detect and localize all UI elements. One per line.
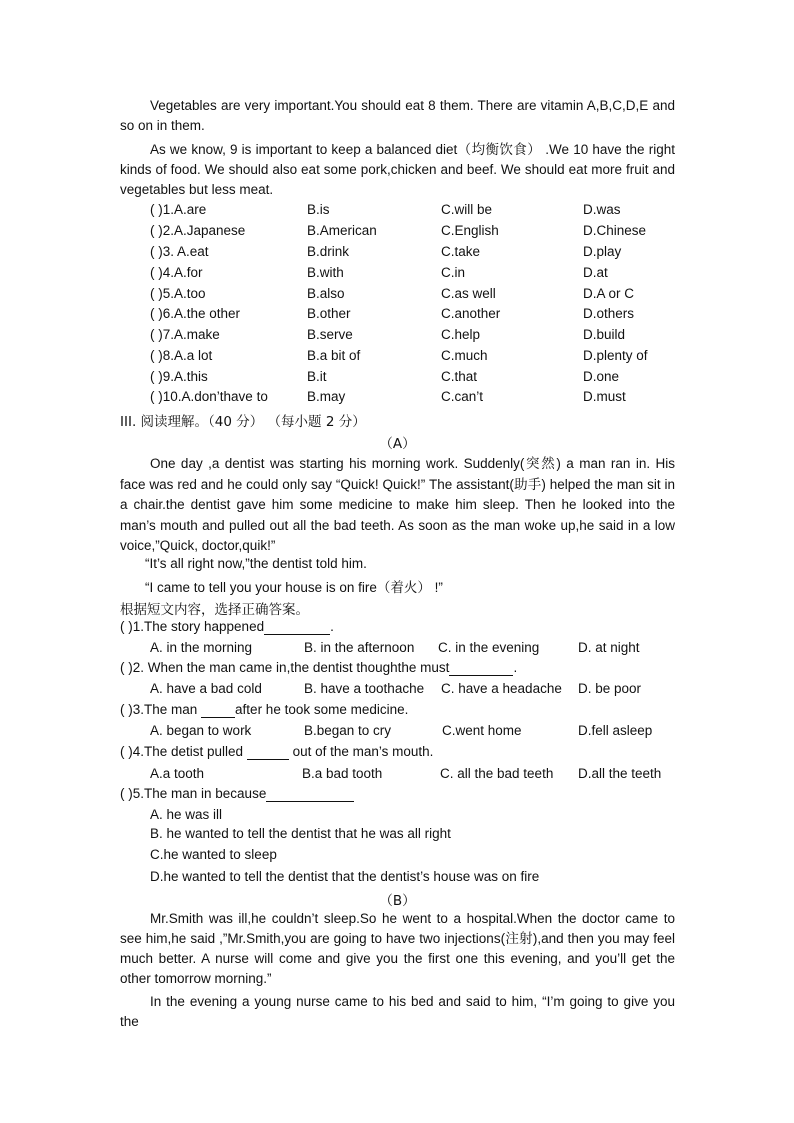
question-2-end: . (513, 660, 518, 675)
question-3 (120, 702, 408, 718)
option-row-6-a: ( )6.A.the other (150, 306, 241, 321)
option-row-10-a: ( )10.A.don’thave to (150, 389, 268, 404)
option-row-5-b: B.also (307, 286, 345, 301)
story-a-quote-1: “It’s all right now,”the dentist told him. (145, 556, 367, 571)
question-1-text: ( )1.The story happened (120, 619, 265, 634)
question-2-text: ( )2. When the man came in,the dentist thoughthe must (120, 660, 450, 675)
option-row-3-d: D.play (583, 244, 622, 259)
q2-option-a: A. have a bad cold (150, 681, 262, 696)
option-row-7-a: ( )7.A.make (150, 327, 220, 342)
option-row-1-a: ( )1.A.are (150, 202, 207, 217)
q4-option-b: B.a bad tooth (302, 766, 383, 781)
option-row-6-b: B.other (307, 306, 351, 321)
q4-option-c: C. all the bad teeth (440, 766, 554, 781)
story-a-paragraph: One day ,a dentist was starting his morning work. Suddenly(突然) a man ran in. His face was red and he could only say “Quick! Quick!” The assistant(助手) helped the man sit in a chair.the dentist gave him some medicine to make him sleep. Then he looked into the man’s mouth and pulled out all the bad teeth. As soon as the man woke up,he said in a low voice,”Quick, doctor,quik!” (120, 456, 675, 553)
q2-option-b: B. have a toothache (304, 681, 425, 696)
option-row-8-c: C.much (441, 348, 488, 363)
story-a-quote-2: “I came to tell you your house is on fire（着火） !” (145, 580, 443, 595)
option-row-2-d: D.Chinese (583, 223, 647, 238)
q2-option-d: D. be poor (578, 681, 642, 696)
option-row-10-d: D.must (583, 389, 626, 404)
option-row-5-a: ( )5.A.too (150, 286, 206, 301)
option-row-9-b: B.it (307, 369, 327, 384)
question-1-end: . (330, 619, 334, 634)
q3-option-d: D.fell asleep (578, 723, 653, 738)
q4-option-d: D.all the teeth (578, 766, 662, 781)
option-row-6-d: D.others (583, 306, 635, 321)
cloze-paragraph-2: As we know, 9 is important to keep a balanced diet（均衡饮食） .We 10 have the right kinds of food. We should also eat some pork,chicken and beef. We should eat more fruit and vegetables but less meat. (120, 142, 675, 197)
q5-option-c: C.he wanted to sleep (150, 847, 277, 862)
option-row-2-c: C.English (441, 223, 499, 238)
q2-option-c: C. have a headache (441, 681, 562, 696)
option-row-8-b: B.a bit of (307, 348, 361, 363)
q5-option-d: D.he wanted to tell the dentist that the dentist’s house was on fire (150, 869, 540, 884)
option-row-4-b: B.with (307, 265, 344, 280)
answer-blank-1 (264, 619, 330, 635)
question-2 (120, 660, 517, 676)
part-b-label: （B） (379, 893, 416, 909)
option-row-5-d: D.A or C (583, 286, 635, 301)
option-row-4-d: D.at (583, 265, 608, 280)
answer-blank-4 (247, 744, 289, 760)
option-row-9-a: ( )9.A.this (150, 369, 208, 384)
q5-option-b: B. he wanted to tell the dentist that he was all right (150, 826, 451, 841)
question-4-text: ( )4.The detist pulled (120, 744, 244, 759)
option-row-1-d: D.was (583, 202, 621, 217)
option-row-7-b: B.serve (307, 327, 353, 342)
option-row-8-a: ( )8.A.a lot (150, 348, 213, 363)
option-row-4-c: C.in (441, 265, 466, 280)
option-row-3-a: ( )3. A.eat (150, 244, 209, 259)
section-heading: III. 阅读理解。（40 分） （每小题 2 分） (120, 414, 366, 430)
option-row-2-b: B.American (307, 223, 377, 238)
option-row-4-a: ( )4.A.for (150, 265, 203, 280)
question-4-end: out of the man’s mouth. (292, 744, 434, 759)
answer-blank-3 (201, 702, 235, 718)
cloze-paragraph-1: Vegetables are very important.You should eat 8 them. There are vitamin A,B,C,D,E and so on in them. (120, 98, 675, 133)
part-a-label: （A） (379, 436, 416, 452)
option-row-3-c: C.take (441, 244, 481, 259)
q5-option-a: A. he was ill (150, 807, 223, 822)
question-4 (120, 744, 433, 760)
q1-option-b: B. in the afternoon (304, 640, 415, 655)
q3-option-a: A. began to work (150, 723, 252, 738)
q1-option-d: D. at night (578, 640, 640, 655)
option-row-7-d: D.build (583, 327, 626, 342)
option-row-10-c: C.can’t (441, 389, 484, 404)
q1-option-a: A. in the morning (150, 640, 253, 655)
option-row-1-c: C.will be (441, 202, 493, 217)
option-row-2-a: ( )2.A.Japanese (150, 223, 246, 238)
option-row-10-b: B.may (307, 389, 346, 404)
question-5 (120, 786, 354, 802)
q4-option-a: A.a tooth (150, 766, 205, 781)
q3-option-c: C.went home (442, 723, 522, 738)
story-b-paragraph-2: In the evening a young nurse came to his bed and said to him, “I’m going to give you the (120, 994, 675, 1029)
option-row-9-d: D.one (583, 369, 620, 384)
question-5-text: ( )5.The man in because (120, 786, 267, 801)
option-row-6-c: C.another (441, 306, 501, 321)
q3-option-b: B.began to cry (304, 723, 392, 738)
instruction-text: 根据短文内容，选择正确答案。 (120, 602, 309, 618)
q1-option-c: C. in the evening (438, 640, 540, 655)
option-row-9-c: C.that (441, 369, 478, 384)
option-row-1-b: B.is (307, 202, 330, 217)
question-1 (120, 619, 334, 635)
story-b-paragraph-1: Mr.Smith was ill,he couldn’t sleep.So he went to a hospital.When the doctor came to see him,he said ,”Mr.Smith,you are going to have two injections(注射),and then you may feel much better. A nurse will come and give you the first one this evening, and you’ll get the other tomorrow morning.” (120, 911, 675, 986)
question-3-end: after he took some medicine. (235, 702, 409, 717)
question-3-text: ( )3.The man (120, 702, 198, 717)
answer-blank-5 (266, 786, 354, 802)
option-row-5-c: C.as well (441, 286, 496, 301)
option-row-3-b: B.drink (307, 244, 350, 259)
answer-blank-2 (449, 660, 513, 676)
option-row-8-d: D.plenty of (583, 348, 648, 363)
option-row-7-c: C.help (441, 327, 481, 342)
